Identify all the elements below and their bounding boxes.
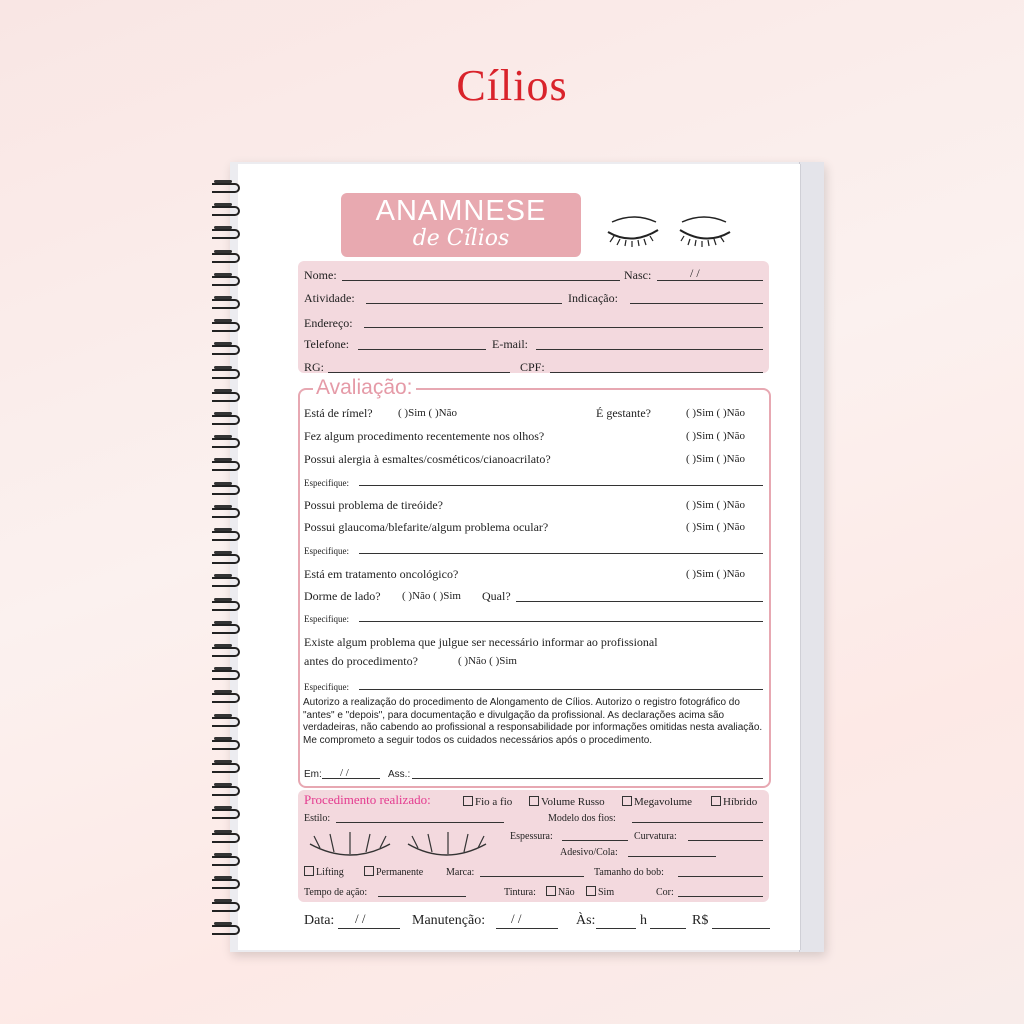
telefone-label: Telefone:: [304, 337, 350, 351]
spiral-ring: [212, 226, 242, 238]
tamanho-field[interactable]: [678, 876, 763, 877]
spiral-ring: [212, 203, 242, 215]
form-header-subtitle: de Cílios: [412, 226, 510, 251]
checkbox[interactable]: [546, 886, 556, 896]
curvatura-label: Curvatura:: [634, 831, 677, 842]
q-glaucoma-options[interactable]: ( )Sim ( )Não: [686, 521, 745, 533]
cpf-field[interactable]: [550, 372, 763, 373]
cor-label: Cor:: [656, 887, 674, 898]
opt-hibrido[interactable]: [711, 795, 757, 809]
q-gestante-options[interactable]: ( )Sim ( )Não: [686, 407, 745, 419]
data-slashes: / /: [355, 911, 366, 926]
spiral-ring: [212, 644, 242, 656]
especifique-field-3[interactable]: [359, 621, 763, 622]
spiral-ring: [212, 250, 242, 262]
qual-field[interactable]: [516, 601, 763, 602]
atividade-field[interactable]: [366, 303, 562, 304]
tintura-nao-label: Não: [558, 887, 575, 898]
data-field[interactable]: [338, 928, 400, 929]
opt-volume-russo-label: Volume Russo: [541, 796, 605, 808]
spiral-ring: [212, 922, 242, 934]
nasc-label: Nasc:: [624, 268, 652, 282]
q-informar-line1: Existe algum problema que julgue ser necessário informar ao profissional: [304, 635, 658, 649]
opt-megavolume[interactable]: [622, 795, 692, 809]
spiral-ring: [212, 458, 242, 470]
checkbox[interactable]: [364, 866, 374, 876]
checkbox[interactable]: [711, 796, 721, 806]
checkbox[interactable]: [304, 866, 314, 876]
h-label: h: [640, 913, 647, 928]
marca-label: Marca:: [446, 867, 475, 878]
as-label: Às:: [576, 913, 596, 928]
opt-permanente-label: Permanente: [376, 867, 424, 878]
tintura-sim[interactable]: [586, 886, 614, 900]
opt-lifting-label: Lifting: [316, 867, 344, 878]
tamanho-label: Tamanho do bob:: [594, 867, 664, 878]
manutencao-label: Manutenção:: [412, 913, 486, 928]
q-alergia: Possui alergia à esmaltes/cosméticos/cianoacrilato?: [304, 452, 551, 466]
email-field[interactable]: [536, 349, 763, 350]
nome-field[interactable]: [342, 280, 620, 281]
spiral-ring: [212, 319, 242, 331]
tempo-field[interactable]: [378, 896, 466, 897]
marca-field[interactable]: [480, 876, 584, 877]
q-dorme-lado-qual: Qual?: [482, 589, 511, 603]
endereco-label: Endereço:: [304, 316, 353, 330]
spiral-ring: [212, 505, 242, 517]
opt-lifting[interactable]: [304, 866, 344, 880]
authorization-text: Autorizo a realização do procedimento de Alongamento de Cílios. Autorizo o registro fotográfico do "antes" e "depois", para documentação e divulgação da profissional. As declarações acima são verdadeiras, não cabendo ao profissional a responsabilidade por informações omitidas nesta avaliação. Me comprometo a seguir todos os cuidados necessários após o procedimento.: [303, 697, 763, 746]
data-label: Data:: [304, 913, 335, 928]
q-dorme-lado-options[interactable]: ( )Não ( )Sim: [402, 590, 461, 602]
opt-volume-russo[interactable]: [529, 795, 605, 809]
checkbox[interactable]: [463, 796, 473, 806]
rg-field[interactable]: [328, 372, 510, 373]
hora-field[interactable]: [596, 928, 636, 929]
nasc-slashes: / /: [690, 266, 700, 280]
adesivo-label: Adesivo/Cola:: [560, 847, 618, 858]
checkbox[interactable]: [586, 886, 596, 896]
procedimento-title: Procedimento realizado:: [304, 792, 431, 807]
estilo-field[interactable]: [336, 822, 504, 823]
nasc-field[interactable]: [657, 280, 763, 281]
email-label: E-mail:: [492, 337, 528, 351]
spiral-ring: [212, 482, 242, 494]
assinatura-field[interactable]: [412, 778, 763, 779]
spiral-ring: [212, 342, 242, 354]
curvatura-field[interactable]: [688, 840, 763, 841]
q-rimel: Está de rímel?: [304, 406, 373, 420]
endereco-field[interactable]: [364, 327, 763, 328]
minutos-field[interactable]: [650, 928, 686, 929]
cor-field[interactable]: [678, 896, 763, 897]
spiral-ring: [212, 296, 242, 308]
q-procedimento-recente-options[interactable]: ( )Sim ( )Não: [686, 430, 745, 442]
closed-eyes-icon: [604, 208, 734, 248]
spiral-ring: [212, 528, 242, 540]
lash-diagram-icon: [306, 826, 496, 862]
manutencao-slashes: / /: [511, 911, 522, 926]
atividade-label: Atividade:: [304, 291, 355, 305]
checkbox[interactable]: [529, 796, 539, 806]
spiral-ring: [212, 783, 242, 795]
opt-fio-a-fio[interactable]: [463, 795, 512, 809]
spiral-ring: [212, 876, 242, 888]
spiral-ring: [212, 551, 242, 563]
q-oncologico-options[interactable]: ( )Sim ( )Não: [686, 568, 745, 580]
especifique-field-1[interactable]: [359, 485, 763, 486]
q-oncologico: Está em tratamento oncológico?: [304, 567, 459, 581]
rg-label: RG:: [304, 360, 325, 374]
q-tireoide: Possui problema de tireóide?: [304, 498, 443, 512]
spiral-ring: [212, 806, 242, 818]
especifique-label-1: Especifique:: [304, 478, 349, 488]
checkbox[interactable]: [622, 796, 632, 806]
q-glaucoma: Possui glaucoma/blefarite/algum problema ocular?: [304, 520, 549, 534]
em-date-field[interactable]: [322, 778, 380, 779]
spiral-binding: [212, 180, 242, 940]
em-label: Em:: [304, 769, 322, 780]
tintura-nao[interactable]: [546, 886, 575, 900]
indicacao-label: Indicação:: [568, 291, 618, 305]
q-dorme-lado: Dorme de lado?: [304, 589, 381, 603]
spiral-ring: [212, 435, 242, 447]
spiral-ring: [212, 273, 242, 285]
page-title: Cílios: [456, 61, 568, 110]
especifique-label-4: Especifique:: [304, 682, 349, 692]
modelo-label: Modelo dos fios:: [548, 813, 616, 824]
spiral-ring: [212, 899, 242, 911]
spiral-ring: [212, 667, 242, 679]
espessura-label: Espessura:: [510, 831, 553, 842]
notebook-back-edge: [799, 162, 824, 952]
q-informar-options[interactable]: ( )Não ( )Sim: [458, 655, 517, 667]
especifique-label-3: Especifique:: [304, 614, 349, 624]
spiral-ring: [212, 621, 242, 633]
tempo-label: Tempo de ação:: [304, 887, 368, 898]
spiral-ring: [212, 737, 242, 749]
spiral-ring: [212, 389, 242, 401]
q-alergia-options[interactable]: ( )Sim ( )Não: [686, 453, 745, 465]
spiral-ring: [212, 760, 242, 772]
form-header-banner: [341, 193, 581, 257]
estilo-label: Estilo:: [304, 813, 331, 824]
cpf-label: CPF:: [520, 360, 545, 374]
especifique-label-2: Especifique:: [304, 546, 349, 556]
especifique-field-4[interactable]: [359, 689, 763, 690]
modelo-field[interactable]: [632, 822, 763, 823]
spiral-ring: [212, 714, 242, 726]
tintura-label: Tintura:: [504, 887, 536, 898]
opt-megavolume-label: Megavolume: [634, 796, 693, 808]
spiral-ring: [212, 412, 242, 424]
adesivo-field[interactable]: [628, 856, 716, 857]
indicacao-field[interactable]: [630, 303, 763, 304]
opt-permanente[interactable]: [364, 866, 423, 880]
espessura-field[interactable]: [562, 840, 628, 841]
em-slashes: / /: [340, 767, 349, 779]
valor-label: R$: [692, 913, 709, 928]
q-informar-line2: antes do procedimento?: [304, 654, 418, 668]
spiral-ring: [212, 574, 242, 586]
tintura-sim-label: Sim: [598, 887, 615, 898]
form-header-title: ANAMNESE: [375, 195, 547, 227]
spiral-ring: [212, 180, 242, 192]
opt-fio-a-fio-label: Fio a fio: [475, 796, 513, 808]
avaliacao-title: Avaliação:: [313, 376, 416, 400]
q-gestante: É gestante?: [596, 406, 651, 420]
ass-label: Ass.:: [388, 769, 411, 780]
opt-hibrido-label: Híbrido: [723, 796, 758, 808]
especifique-field-2[interactable]: [359, 553, 763, 554]
manutencao-field[interactable]: [496, 928, 558, 929]
q-tireoide-options[interactable]: ( )Sim ( )Não: [686, 499, 745, 511]
valor-field[interactable]: [712, 928, 770, 929]
spiral-ring: [212, 598, 242, 610]
q-rimel-options[interactable]: ( )Sim ( )Não: [398, 407, 457, 419]
spiral-ring: [212, 830, 242, 842]
spiral-ring: [212, 690, 242, 702]
q-procedimento-recente: Fez algum procedimento recentemente nos olhos?: [304, 429, 545, 443]
spiral-ring: [212, 366, 242, 378]
spiral-ring: [212, 853, 242, 865]
nome-label: Nome:: [304, 268, 337, 282]
telefone-field[interactable]: [358, 349, 486, 350]
